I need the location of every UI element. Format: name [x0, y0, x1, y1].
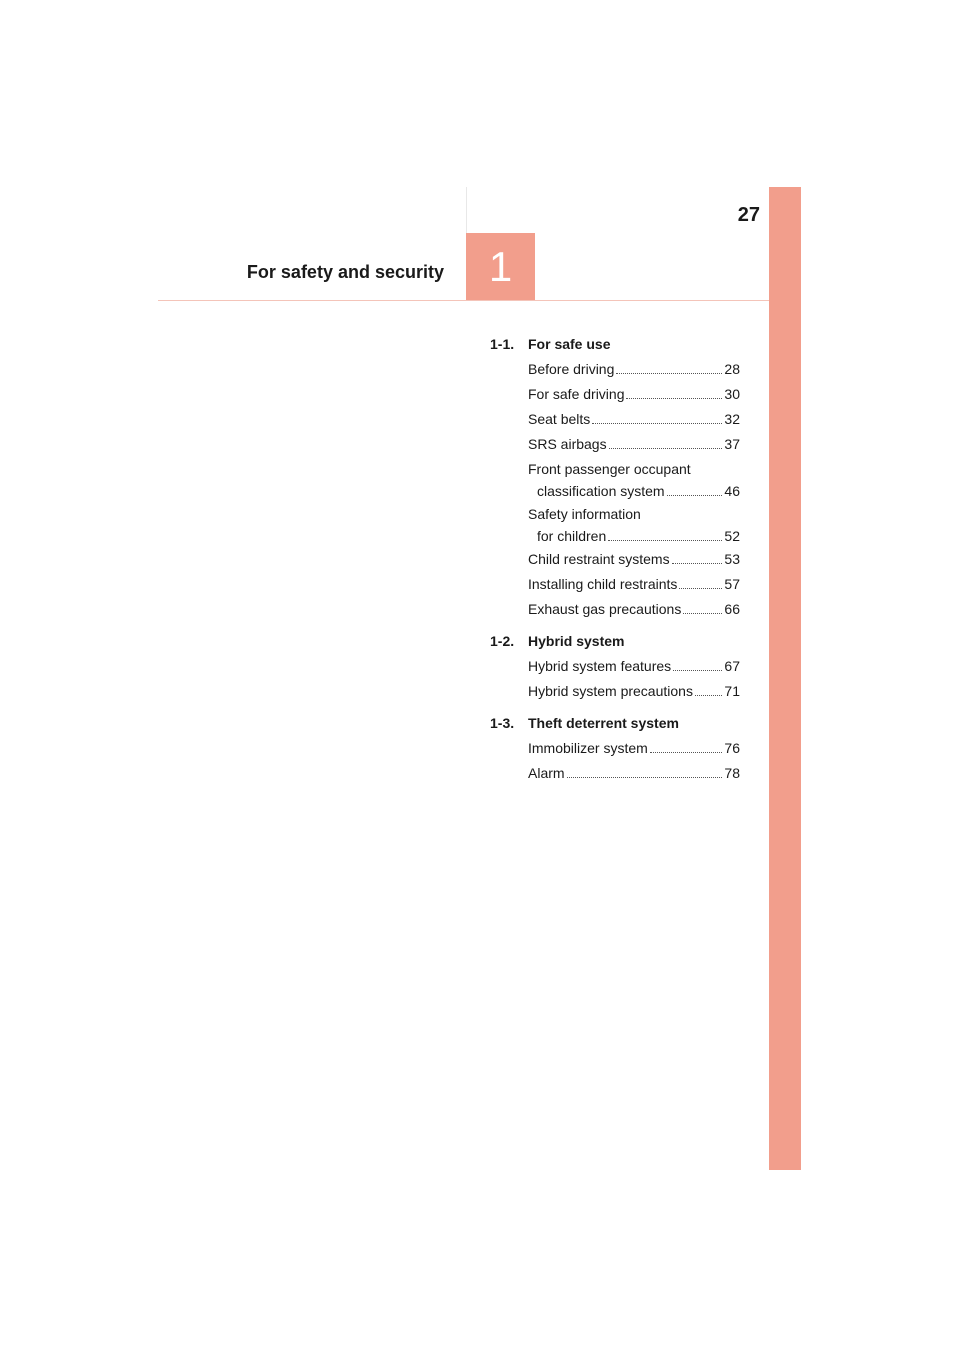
toc-entry-page: 57	[724, 576, 740, 592]
toc-entry-page: 53	[724, 551, 740, 567]
leader-dots	[608, 540, 722, 541]
header-divider	[466, 187, 467, 233]
toc-entry-page: 46	[724, 483, 740, 499]
leader-dots	[683, 613, 722, 614]
toc-group	[490, 333, 740, 623]
toc-group-number: 1-2.	[490, 633, 515, 649]
toc-entry-title: SRS airbags	[528, 436, 607, 452]
toc-group	[490, 630, 740, 705]
toc-entry[interactable]	[528, 433, 740, 458]
toc-entry[interactable]	[528, 458, 740, 503]
leader-dots	[667, 495, 723, 496]
toc-group	[490, 712, 740, 787]
toc-entry-title: Front passenger occupant	[528, 461, 691, 477]
toc-entry[interactable]	[528, 358, 740, 383]
section-title: For safety and security	[246, 262, 444, 282]
table-of-contents	[490, 333, 740, 794]
toc-entry[interactable]	[528, 548, 740, 573]
toc-entry-title: Seat belts	[528, 411, 591, 427]
leader-dots	[679, 588, 722, 589]
toc-entry-page: 78	[724, 765, 740, 781]
toc-group-number: 1-1.	[490, 336, 515, 352]
toc-entry[interactable]	[528, 503, 740, 548]
toc-entry-title: Before driving	[528, 361, 615, 377]
leader-dots	[609, 448, 723, 449]
toc-group-number: 1-3.	[490, 715, 515, 731]
toc-entry-page: 28	[724, 361, 740, 377]
toc-entry[interactable]	[528, 737, 740, 762]
leader-dots	[673, 670, 722, 671]
toc-entry-title: Hybrid system features	[528, 658, 672, 674]
page-number: 27	[737, 204, 760, 226]
section-number-box: 1	[466, 233, 535, 300]
leader-dots	[592, 423, 722, 424]
toc-entry-page: 37	[724, 436, 740, 452]
toc-group-heading[interactable]	[490, 333, 740, 355]
toc-entry-page: 52	[724, 528, 740, 544]
toc-group-title: For safe use	[528, 336, 611, 352]
leader-dots	[616, 373, 722, 374]
toc-entry[interactable]	[528, 383, 740, 408]
leader-dots	[650, 752, 723, 753]
toc-entry[interactable]	[528, 573, 740, 598]
toc-group-title: Theft deterrent system	[528, 715, 679, 731]
toc-entry-title: Immobilizer system	[528, 740, 648, 756]
toc-entry-page: 32	[724, 411, 740, 427]
toc-entry-title: Hybrid system precautions	[528, 683, 693, 699]
leader-dots	[567, 777, 723, 778]
toc-entry-title: For safe driving	[528, 386, 625, 402]
toc-entry-page: 30	[724, 386, 740, 402]
toc-entry[interactable]	[528, 655, 740, 680]
toc-group-title: Hybrid system	[528, 633, 625, 649]
toc-group-heading[interactable]	[490, 630, 740, 652]
toc-entry-title: Exhaust gas precautions	[528, 601, 682, 617]
header-rule	[158, 300, 769, 301]
toc-entry-title-continued: for children	[537, 528, 607, 544]
toc-entry-title-continued: classification system	[537, 483, 665, 499]
toc-entry[interactable]	[528, 680, 740, 705]
toc-entry-page: 76	[724, 740, 740, 756]
toc-entry[interactable]	[528, 598, 740, 623]
chapter-side-tab	[769, 187, 801, 1170]
toc-entry-page: 66	[724, 601, 740, 617]
toc-entry-title: Installing child restraints	[528, 576, 678, 592]
toc-entry-page: 71	[724, 683, 740, 699]
leader-dots	[672, 563, 723, 564]
toc-entry-title: Safety information	[528, 506, 641, 522]
toc-entry-title: Child restraint systems	[528, 551, 670, 567]
toc-entry-title: Alarm	[528, 765, 565, 781]
toc-entry[interactable]	[528, 762, 740, 787]
toc-group-heading[interactable]	[490, 712, 740, 734]
toc-entry-page: 67	[724, 658, 740, 674]
leader-dots	[626, 398, 722, 399]
leader-dots	[695, 695, 722, 696]
toc-entry[interactable]	[528, 408, 740, 433]
